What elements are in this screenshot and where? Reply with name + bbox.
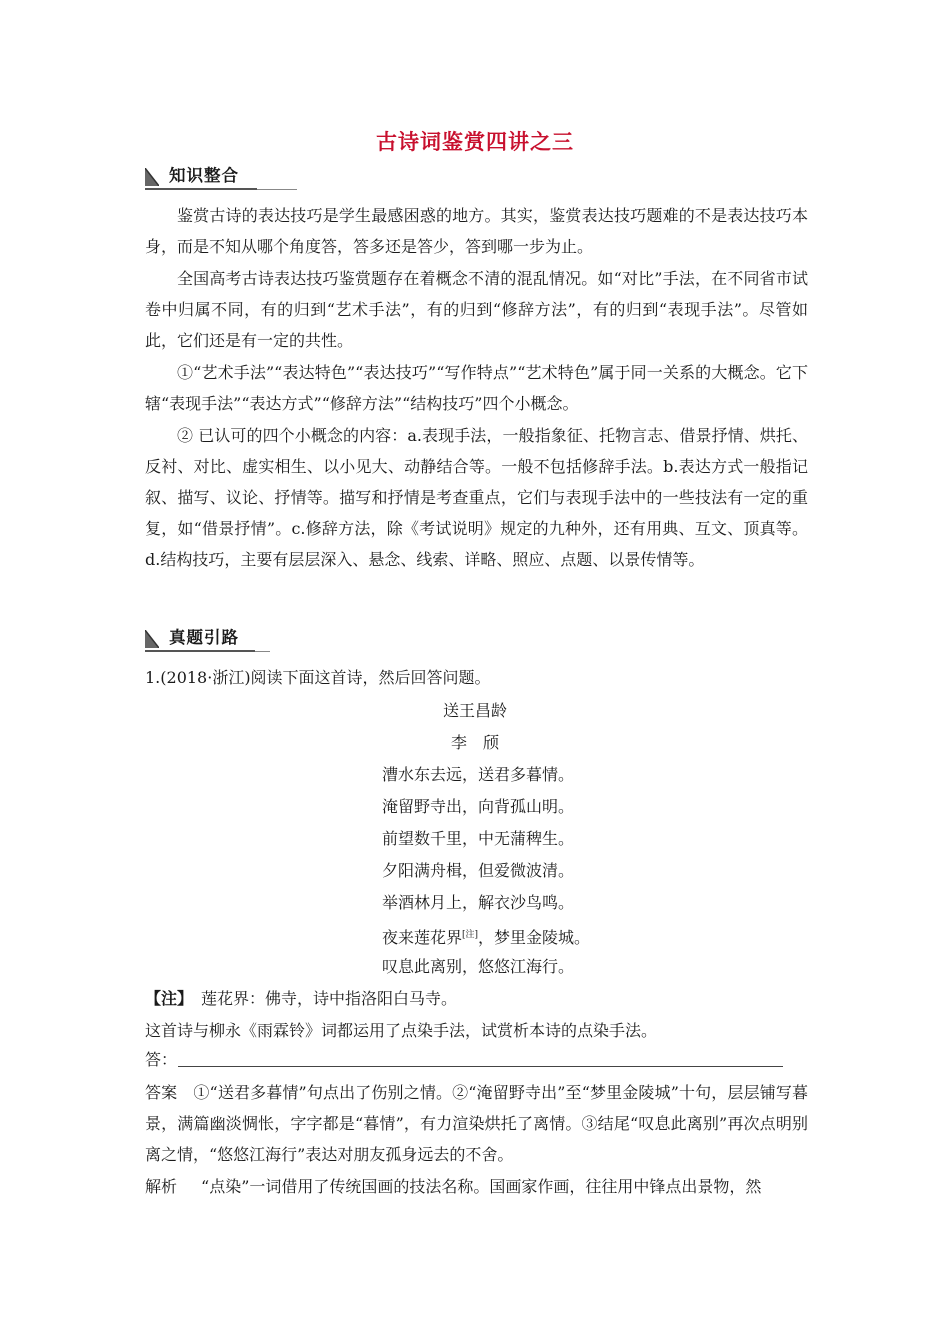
section-label: 知识整合 <box>169 166 239 185</box>
answer-label: 答案 <box>145 1083 178 1102</box>
analysis-text: “点染”一词借用了传统国画的技法名称。国画家作画，往往用中锋点出景物，然 <box>201 1177 762 1196</box>
poem-line-text: 夜来莲花界 <box>382 928 463 947</box>
section-marker-icon <box>145 630 159 648</box>
paragraph-2: 全国高考古诗表达技巧鉴赏题存在着概念不清的混乱情况。如“对比”手法，在不同省市试卷中归属不同，有的归到“艺术手法”，有的归到“修辞方法”，有的归到“表现手法”。尽管如此，它们还是有一定的共性。 <box>145 269 808 350</box>
page-title: 古诗词鉴赏四讲之三 <box>376 130 574 154</box>
poem-title: 送王昌龄 <box>442 701 507 720</box>
note-label: 【注】 <box>145 989 194 1008</box>
analysis-paragraph <box>145 1171 808 1202</box>
answer-paragraph <box>145 1077 808 1170</box>
section-underline <box>145 650 255 652</box>
section-label: 真题引路 <box>169 628 239 647</box>
section-heading-knowledge <box>145 160 297 186</box>
answer-prompt-label: 答： <box>145 1050 178 1069</box>
poem-line: 淹留野寺出，向背孤山明。 <box>382 797 575 816</box>
poem-line: 叹息此离别，悠悠江海行。 <box>382 957 575 976</box>
poem-note <box>145 989 457 1009</box>
section-heading-exam <box>145 622 270 648</box>
poem-line: 漕水东去远，送君多暮情。 <box>382 765 575 784</box>
section-underline-extension <box>255 651 270 652</box>
analysis-label: 解析 <box>145 1177 178 1196</box>
section-underline-extension <box>257 189 297 190</box>
poem-line-text: ，梦里金陵城。 <box>478 928 591 947</box>
question-stem: 1.(2018·浙江)阅读下面这首诗，然后回答问题。 <box>145 668 491 687</box>
paragraph-3: ①“艺术手法”“表达特色”“表达技巧”“写作特点”“艺术特色”属于同一关系的大概念。它下辖“表现手法”“表达方式”“修辞方法”“结构技巧”四个小概念。 <box>145 363 808 413</box>
paragraph-1: 鉴赏古诗的表达技巧是学生最感困惑的地方。其实，鉴赏表达技巧题难的不是表达技巧本身，而是不知从哪个角度答，答多还是答少，答到哪一步为止。 <box>145 206 808 256</box>
answer-text: ①“送君多暮情”句点出了伤别之情。②“淹留野寺出”至“梦里金陵城”十句，层层铺写暮景，满篇幽淡惆怅，字字都是“暮情”，有力渲染烘托了离情。③结尾“叹息此离别”再次点明别离之情，“悠悠江海行”表达对朋友孤身远去的不舍。 <box>145 1083 808 1164</box>
poem-line <box>382 925 590 948</box>
poem-line: 夕阳满舟楫，但爱微波清。 <box>382 861 575 880</box>
poem-author: 李 颀 <box>450 733 499 752</box>
note-text: 莲花界：佛寺，诗中指洛阳白马寺。 <box>201 989 458 1008</box>
paragraph-4: ② 已认可的四个小概念的内容：a.表现手法，一般指象征、托物言志、借景抒情、烘托、反衬、对比、虚实相生、以小见大、动静结合等。一般不包括修辞手法。b.表达方式一般指记叙、描写、议论、抒情等。描写和抒情是考查重点，它们与表现手法中的一些技法有一定的重复，如“借景抒情”。c.修辞方法，除《考试说明》规定的九种外，还有用典、互文、顶真等。d.结构技巧，主要有层层深入、悬念、线索、详略、照应、点题、以景传情等。 <box>145 426 808 569</box>
poem-line: 前望数千里，中无蒲稗生。 <box>382 829 575 848</box>
poem-line: 举酒林月上，解衣沙鸟鸣。 <box>382 893 575 912</box>
answer-blank-line <box>178 1066 783 1067</box>
section-underline <box>145 188 257 190</box>
question-prompt: 这首诗与柳永《雨霖铃》词都运用了点染手法，试赏析本诗的点染手法。 <box>145 1021 658 1040</box>
section-marker-icon <box>145 168 159 186</box>
footnote-marker: [注] <box>462 930 479 940</box>
